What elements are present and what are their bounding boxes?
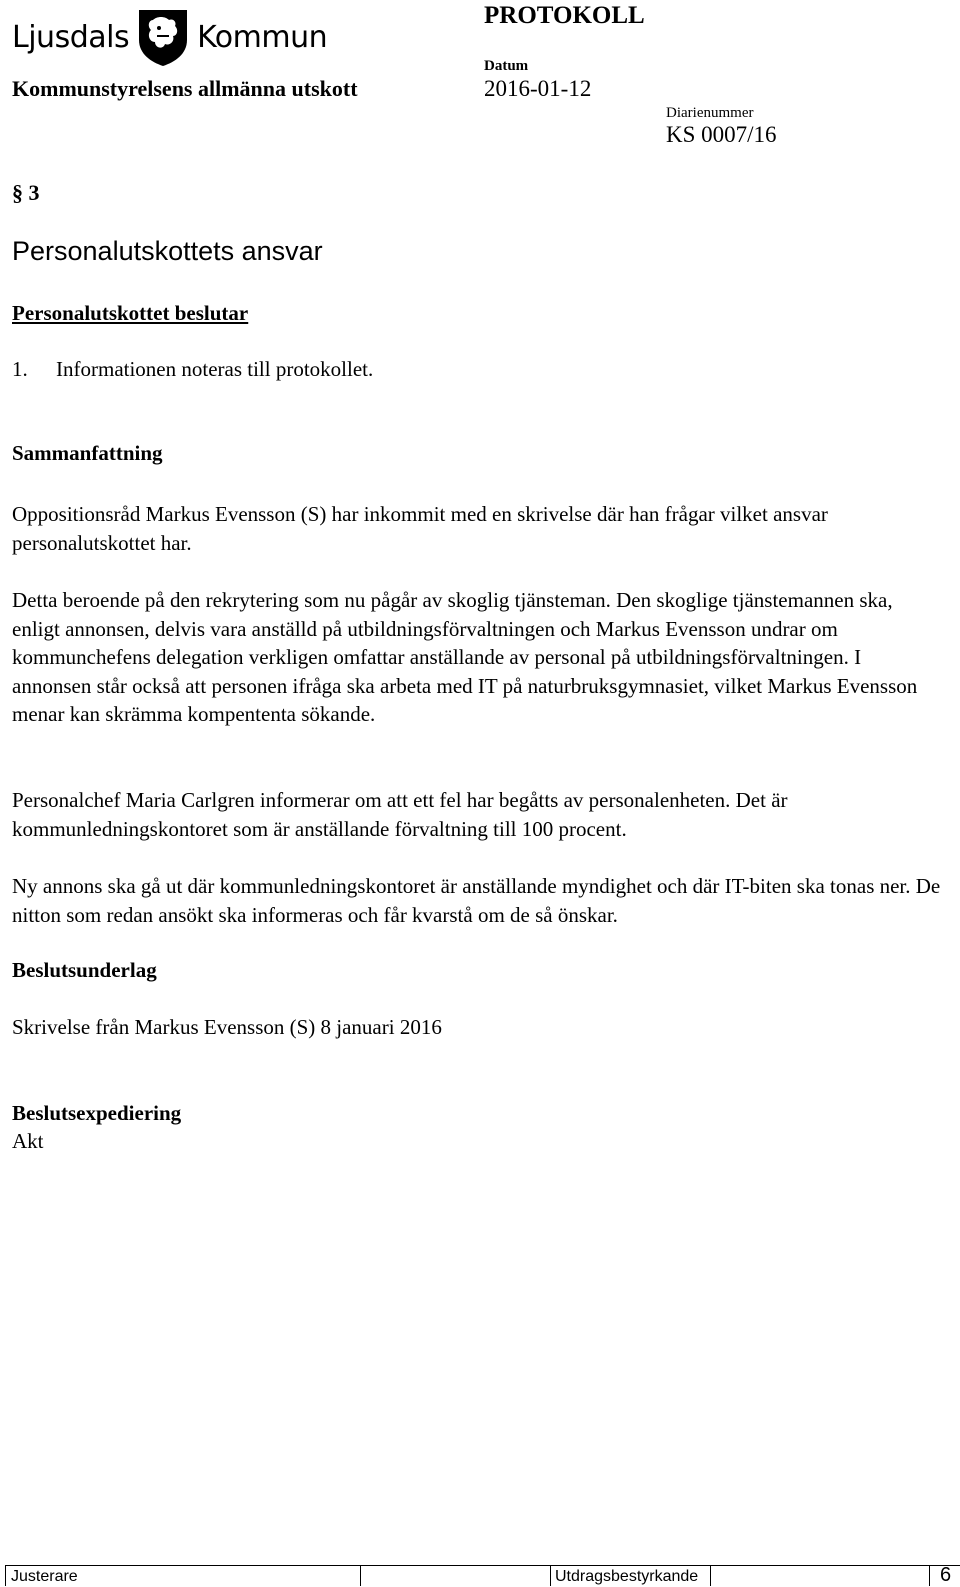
- summary-text: Oppositionsråd Markus Evensson (S) har inkommit med en skrivelse där han frågar vilket ansvar personalutskottet har.: [12, 502, 828, 555]
- summary-text: Personalchef Maria Carlgren informerar om att ett fel har begåtts av personalenheten. Det är kommunledningskontoret som är anställande förvaltning till 100 procent.: [12, 788, 788, 841]
- date-label: Datum: [484, 58, 529, 74]
- summary-paragraph: [12, 500, 942, 557]
- footer-left-label: Justerare: [11, 1568, 78, 1585]
- footer-divider: [550, 1566, 551, 1586]
- page-number: 6: [940, 1564, 952, 1586]
- committee-name: Kommunstyrelsens allmänna utskott: [12, 76, 358, 101]
- footer-divider: [360, 1566, 361, 1586]
- logo-text-right: Kommun: [197, 19, 328, 55]
- summary-heading: Sammanfattning: [12, 441, 163, 465]
- footer-divider: [5, 1566, 6, 1586]
- decision-item-number: 1.: [12, 357, 28, 381]
- footer-right-label: Utdragsbestyrkande: [555, 1568, 699, 1585]
- footer-divider: [710, 1566, 711, 1586]
- footer-divider: [929, 1566, 930, 1586]
- decision-item: [12, 357, 373, 382]
- decision-heading: Personalutskottet beslutar: [12, 301, 249, 325]
- summary-paragraph: [12, 872, 942, 929]
- summary-text: Ny annons ska gå ut där kommunledningskontoret är anställande myndighet och där IT-biten ska tonas ner. De nitton som redan ansökt ska informeras och får kvarstå om de så önskar.: [12, 874, 941, 927]
- date-value: 2016-01-12: [484, 76, 592, 101]
- dispatch-heading: Beslutsexpediering: [12, 1101, 182, 1125]
- summary-paragraph: [12, 786, 942, 843]
- dispatch-text: Akt: [12, 1129, 44, 1153]
- summary-text: Detta beroende på den rekrytering som nu pågår av skoglig tjänsteman. Den skoglige tjänstemannen ska, enligt annonsen, delvis vara anställd på utbildningsförvaltningen och Markus Evensson undrar om kommunchefens delegation verkligen omfattar anställande av personal på utbildningsförvaltningen. I annonsen står också att personen ifråga ska arbeta med IT på naturbruksgymnasiet, vilket Markus Evensson menar kan skrämma kompententa sökande.: [12, 588, 918, 726]
- basis-text: Skrivelse från Markus Evensson (S) 8 januari 2016: [12, 1015, 442, 1039]
- section-title: Personalutskottets ansvar: [12, 236, 323, 266]
- summary-paragraph: [12, 586, 942, 729]
- registration-number-value: KS 0007/16: [666, 122, 777, 147]
- decision-item-text: Informationen noteras till protokollet.: [56, 357, 374, 381]
- registration-number-label: Diarienummer: [666, 105, 754, 121]
- logo-text-left: Ljusdals: [12, 19, 130, 55]
- document-type: PROTOKOLL: [484, 2, 645, 29]
- paragraph-number: § 3: [12, 180, 40, 205]
- coat-of-arms-icon: [135, 6, 191, 68]
- municipality-logo: [12, 6, 327, 68]
- basis-heading: Beslutsunderlag: [12, 958, 157, 982]
